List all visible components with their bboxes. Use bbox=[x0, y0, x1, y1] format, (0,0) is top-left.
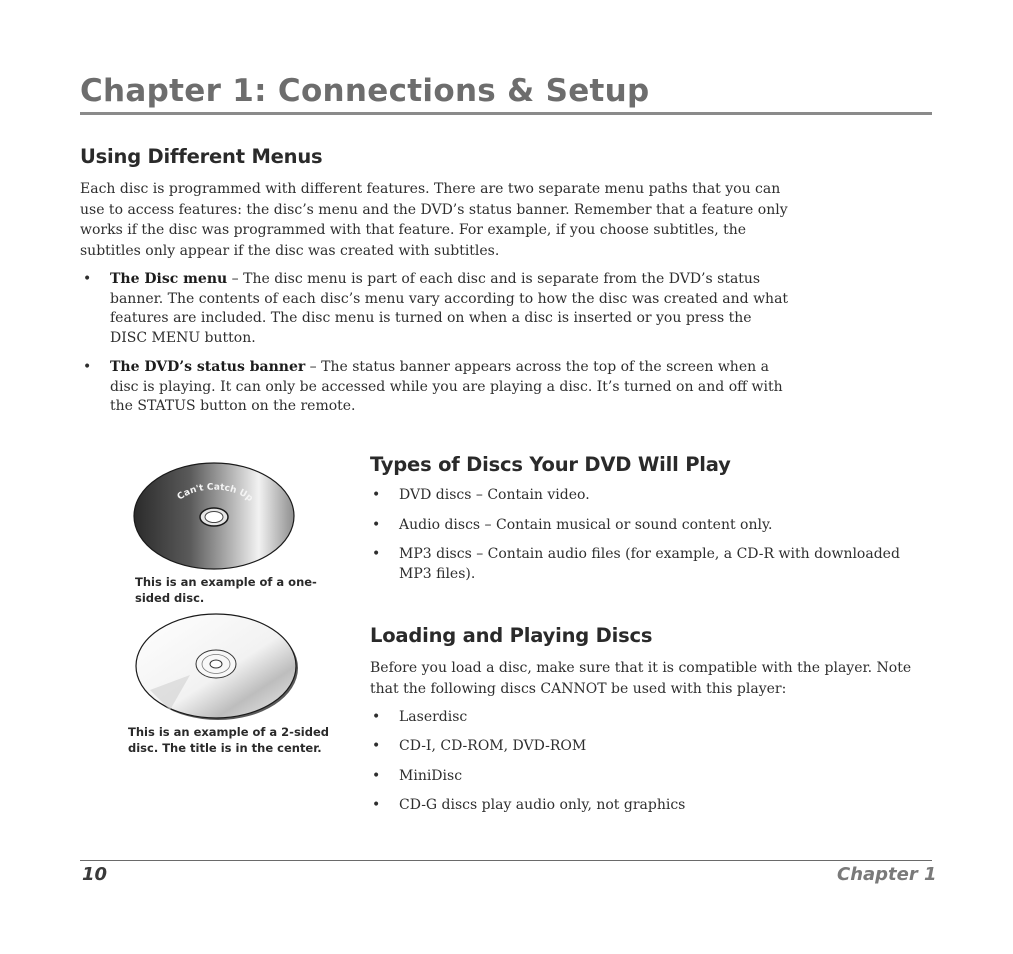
bullet-dot: • bbox=[83, 359, 92, 375]
bullet-line: DVD discs – Contain video. bbox=[399, 487, 590, 503]
menus-heading: Using Different Menus bbox=[80, 145, 323, 168]
bullet-line: disc is playing. It can only be accessed while you are playing a disc. It’s turned on and off with bbox=[110, 378, 783, 395]
bullet-dot: • bbox=[372, 517, 381, 533]
loading-bullet-minidisc bbox=[372, 767, 463, 787]
status-banner-bullet bbox=[83, 358, 783, 417]
one-sided-caption bbox=[135, 575, 317, 606]
bullet-line: Audio discs – Contain musical or sound content only. bbox=[399, 517, 773, 533]
bullet-dot: • bbox=[372, 487, 381, 503]
types-bullet-dvd bbox=[372, 486, 590, 506]
caption-line: sided disc. bbox=[135, 590, 205, 605]
caption-line: This is an example of a one- bbox=[135, 575, 317, 589]
bullet-line: MP3 discs – Contain audio files (for example, a CD-R with downloaded bbox=[399, 546, 900, 562]
bullet-dot: • bbox=[372, 738, 381, 754]
footer-rule bbox=[80, 860, 932, 861]
bullet-line: CD-I, CD-ROM, DVD-ROM bbox=[399, 738, 587, 754]
bullet-line: – The status banner appears across the top of the screen when a bbox=[305, 359, 769, 375]
bullet-line: banner. The contents of each disc’s menu vary according to how the disc was created and what bbox=[110, 290, 789, 307]
two-sided-caption bbox=[128, 725, 329, 756]
bullet-line: Laserdisc bbox=[399, 709, 468, 725]
bullet-dot: • bbox=[83, 271, 92, 287]
types-bullet-mp3 bbox=[372, 545, 900, 584]
page-number: 10 bbox=[82, 864, 108, 885]
loading-bullet-laserdisc bbox=[372, 708, 468, 728]
menus-intro bbox=[80, 179, 788, 261]
bullet-line: MiniDisc bbox=[399, 768, 463, 784]
loading-bullet-cdi bbox=[372, 737, 587, 757]
status-banner-term: The DVD’s status banner bbox=[110, 359, 306, 375]
bullet-dot: • bbox=[372, 546, 381, 562]
footer-chapter: Chapter 1 bbox=[837, 864, 937, 885]
bullet-dot: • bbox=[372, 709, 381, 725]
bullet-line: features are included. The disc menu is turned on when a disc is inserted or you press the bbox=[110, 310, 752, 326]
menus-intro-line: subtitles only appear if the disc was created with subtitles. bbox=[80, 242, 500, 259]
types-bullet-audio bbox=[372, 516, 773, 536]
title-rule bbox=[80, 112, 932, 115]
disc-label-path: Can't Catch Up bbox=[175, 482, 255, 504]
menus-intro-line: use to access features: the disc’s menu and the DVD’s status banner. Remember that a feature only bbox=[80, 201, 788, 218]
bullet-line: MP3 files). bbox=[399, 565, 476, 582]
loading-intro bbox=[370, 658, 911, 699]
menus-intro-line: Each disc is programmed with different features. There are two separate menu paths that you can bbox=[80, 181, 781, 197]
caption-line: disc. The title is in the center. bbox=[128, 740, 322, 755]
loading-bullet-cdg bbox=[372, 796, 686, 816]
bullet-dot: • bbox=[372, 768, 381, 784]
bullet-line: DISC MENU button. bbox=[110, 329, 256, 346]
chapter-title: Chapter 1: Connections & Setup bbox=[80, 73, 650, 109]
disc-menu-term: The Disc menu bbox=[110, 271, 228, 287]
two-sided-disc-image bbox=[130, 610, 302, 726]
disc-menu-bullet bbox=[83, 270, 789, 348]
loading-heading: Loading and Playing Discs bbox=[370, 624, 653, 647]
bullet-line: the STATUS button on the remote. bbox=[110, 398, 356, 414]
bullet-line: CD-G discs play audio only, not graphics bbox=[399, 797, 686, 813]
caption-line: This is an example of a 2-sided bbox=[128, 725, 329, 739]
bullet-line: – The disc menu is part of each disc and is separate from the DVD’s status bbox=[227, 271, 761, 287]
loading-intro-line: Before you load a disc, make sure that it is compatible with the player. Note bbox=[370, 660, 912, 676]
menus-intro-line: works if the disc was programmed with that feature. For example, if you choose subtitles, the bbox=[80, 222, 747, 238]
one-sided-disc-image bbox=[130, 460, 300, 572]
loading-intro-line: that the following discs CANNOT be used with this player: bbox=[370, 680, 787, 697]
types-heading: Types of Discs Your DVD Will Play bbox=[370, 453, 731, 476]
bullet-dot: • bbox=[372, 797, 381, 813]
